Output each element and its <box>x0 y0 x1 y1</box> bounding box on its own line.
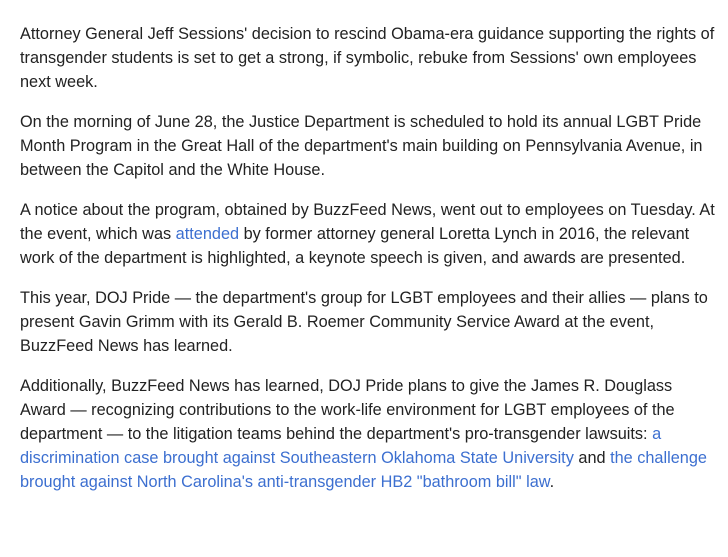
paragraph-5 <box>20 374 720 494</box>
north-carolina-challenge-link[interactable]: the challenge brought against North Carolina's anti-transgender HB2 "bathroom bill" law <box>20 449 707 491</box>
paragraph-1 <box>20 22 720 94</box>
paragraph-4-text: This year, DOJ Pride — the department's group for LGBT employees and their allies — plans to present Gavin Grimm with its Gerald B. Roemer Community Service Award at the event, BuzzFeed News has learned. <box>20 289 708 355</box>
attended-link[interactable]: attended <box>175 225 240 243</box>
paragraph-5-text-middle: and <box>573 449 611 467</box>
paragraph-5-text-after: . <box>549 473 555 491</box>
oklahoma-case-link[interactable]: a discrimination case brought against Southeastern Oklahoma State University <box>20 425 662 467</box>
paragraph-1-text: Attorney General Jeff Sessions' decision to rescind Obama-era guidance supporting the rights of transgender students is set to get a strong, if symbolic, rebuke from Sessions' own employees next week. <box>20 25 715 91</box>
paragraph-3-text-after: by former attorney general Loretta Lynch in 2016, the relevant work of the department is highlighted, a keynote speech is given, and awards are presented. <box>20 225 690 267</box>
paragraph-3 <box>20 198 720 270</box>
paragraph-3-text-before: A notice about the program, obtained by BuzzFeed News, went out to employees on Tuesday. At the event, which was <box>20 201 715 243</box>
paragraph-5-text-before: Additionally, BuzzFeed News has learned, DOJ Pride plans to give the James R. Douglass Award — recognizing contributions to the work-life environment for LGBT employees of the department — to the litigation teams behind the department's pro-transgender lawsuits: <box>20 377 675 443</box>
paragraph-2 <box>20 110 720 182</box>
paragraph-2-text: On the morning of June 28, the Justice Department is scheduled to hold its annual LGBT Pride Month Program in the Great Hall of the department's main building on Pennsylvania Avenue, in between the Capitol and the White House. <box>20 113 703 179</box>
article-body <box>20 22 720 510</box>
paragraph-4 <box>20 286 720 358</box>
